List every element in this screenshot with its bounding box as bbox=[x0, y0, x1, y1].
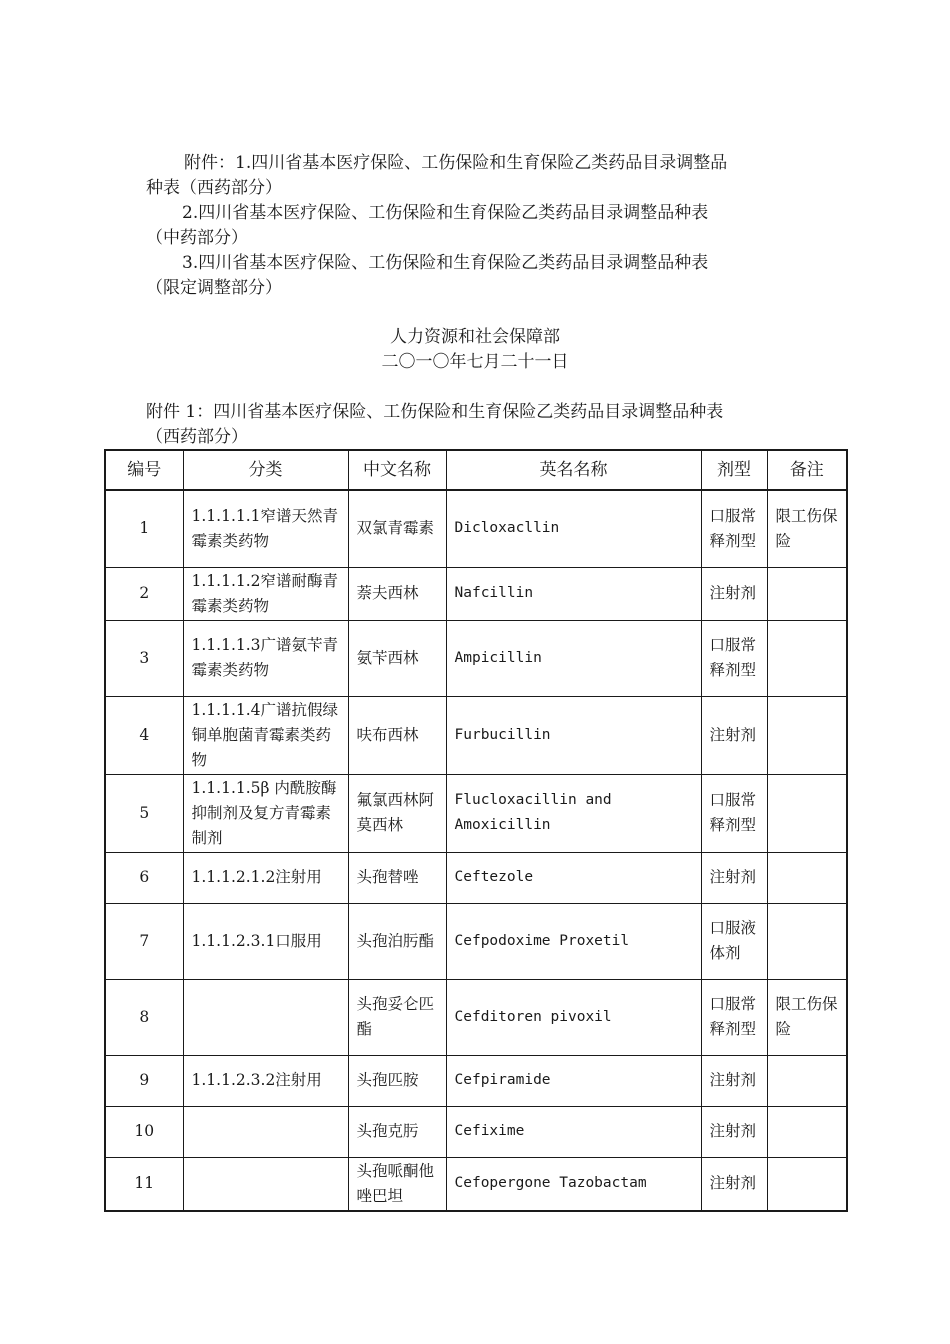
row-number: 11 bbox=[105, 1157, 183, 1211]
table-row bbox=[105, 620, 847, 696]
table-row bbox=[105, 1055, 847, 1106]
row-chinese-name: 双氯青霉素 bbox=[348, 490, 446, 567]
row-english-name: Cefditoren pivoxil bbox=[446, 979, 701, 1055]
table-row bbox=[105, 774, 847, 852]
table-row bbox=[105, 1157, 847, 1211]
row-dosage-form: 注射剂 bbox=[701, 567, 767, 620]
row-category: 1.1.1.2.1.2注射用 bbox=[183, 852, 348, 903]
row-number: 7 bbox=[105, 903, 183, 979]
row-remarks bbox=[767, 774, 847, 852]
row-english-name: Furbucillin bbox=[446, 696, 701, 774]
row-remarks bbox=[767, 1055, 847, 1106]
header-category: 分类 bbox=[183, 450, 348, 490]
attachment-3-line: 3.四川省基本医疗保险、工伤保险和生育保险乙类药品目录调整品种表 bbox=[182, 253, 709, 273]
row-english-name: Ampicillin bbox=[446, 620, 701, 696]
row-category: 1.1.1.2.3.1口服用 bbox=[183, 903, 348, 979]
row-dosage-form: 注射剂 bbox=[701, 696, 767, 774]
row-dosage-form: 口服常释剂型 bbox=[701, 620, 767, 696]
row-dosage-form: 注射剂 bbox=[701, 1157, 767, 1211]
row-number: 5 bbox=[105, 774, 183, 852]
row-number: 6 bbox=[105, 852, 183, 903]
header-number: 编号 bbox=[105, 450, 183, 490]
row-chinese-name: 氟氯西林阿莫西林 bbox=[348, 774, 446, 852]
row-english-name: Dicloxacllin bbox=[446, 490, 701, 567]
row-category: 1.1.1.1.5β 内酰胺酶抑制剂及复方青霉素制剂 bbox=[183, 774, 348, 852]
row-number: 2 bbox=[105, 567, 183, 620]
row-chinese-name: 头孢替唑 bbox=[348, 852, 446, 903]
row-chinese-name: 头孢克肟 bbox=[348, 1106, 446, 1157]
row-number: 9 bbox=[105, 1055, 183, 1106]
header-chinese-name: 中文名称 bbox=[348, 450, 446, 490]
row-remarks bbox=[767, 696, 847, 774]
row-english-name: Cefopergone Tazobactam bbox=[446, 1157, 701, 1211]
row-remarks bbox=[767, 620, 847, 696]
attachment-2-line-cont: （中药部分） bbox=[146, 228, 248, 248]
row-dosage-form: 口服常释剂型 bbox=[701, 979, 767, 1055]
attachment-3-line-cont: （限定调整部分） bbox=[146, 278, 282, 298]
row-dosage-form: 注射剂 bbox=[701, 1106, 767, 1157]
row-category bbox=[183, 1106, 348, 1157]
issuing-organization: 人力资源和社会保障部 bbox=[390, 327, 560, 347]
row-category bbox=[183, 979, 348, 1055]
row-english-name: Cefixime bbox=[446, 1106, 701, 1157]
row-chinese-name: 头孢妥仑匹酯 bbox=[348, 979, 446, 1055]
table-title-line: 附件 1：四川省基本医疗保险、工伤保险和生育保险乙类药品目录调整品种表 bbox=[146, 402, 724, 422]
row-dosage-form: 注射剂 bbox=[701, 852, 767, 903]
row-category: 1.1.1.1.2窄谱耐酶青霉素类药物 bbox=[183, 567, 348, 620]
row-english-name: Nafcillin bbox=[446, 567, 701, 620]
row-remarks bbox=[767, 1157, 847, 1211]
row-number: 4 bbox=[105, 696, 183, 774]
row-category: 1.1.1.2.3.2注射用 bbox=[183, 1055, 348, 1106]
row-english-name: Cefpodoxime Proxetil bbox=[446, 903, 701, 979]
header-dosage-form: 剂型 bbox=[701, 450, 767, 490]
table-row bbox=[105, 979, 847, 1055]
attachment-2-line: 2.四川省基本医疗保险、工伤保险和生育保险乙类药品目录调整品种表 bbox=[182, 203, 709, 223]
row-chinese-name: 萘夫西林 bbox=[348, 567, 446, 620]
row-remarks bbox=[767, 903, 847, 979]
row-dosage-form: 口服常释剂型 bbox=[701, 490, 767, 567]
row-remarks bbox=[767, 852, 847, 903]
row-dosage-form: 口服常释剂型 bbox=[701, 774, 767, 852]
row-english-name: Flucloxacillin and Amoxicillin bbox=[446, 774, 701, 852]
attachment-1-line: 附件：1.四川省基本医疗保险、工伤保险和生育保险乙类药品目录调整品 bbox=[184, 153, 728, 173]
row-category: 1.1.1.1.1窄谱天然青霉素类药物 bbox=[183, 490, 348, 567]
row-remarks: 限工伤保险 bbox=[767, 979, 847, 1055]
row-chinese-name: 头孢匹胺 bbox=[348, 1055, 446, 1106]
table-row bbox=[105, 490, 847, 567]
issue-date: 二〇一〇年七月二十一日 bbox=[381, 352, 569, 372]
table-row bbox=[105, 567, 847, 620]
row-category: 1.1.1.1.3广谱氨苄青霉素类药物 bbox=[183, 620, 348, 696]
row-dosage-form: 口服液体剂 bbox=[701, 903, 767, 979]
row-chinese-name: 头孢泊肟酯 bbox=[348, 903, 446, 979]
row-category: 1.1.1.1.4广谱抗假绿铜单胞菌青霉素类药物 bbox=[183, 696, 348, 774]
header-english-name: 英名名称 bbox=[446, 450, 701, 490]
row-remarks: 限工伤保险 bbox=[767, 490, 847, 567]
header-remarks: 备注 bbox=[767, 450, 847, 490]
row-english-name: Ceftezole bbox=[446, 852, 701, 903]
table-header-row bbox=[105, 450, 847, 490]
table-row bbox=[105, 1106, 847, 1157]
row-category bbox=[183, 1157, 348, 1211]
table-row bbox=[105, 852, 847, 903]
row-remarks bbox=[767, 1106, 847, 1157]
row-remarks bbox=[767, 567, 847, 620]
row-english-name: Cefpiramide bbox=[446, 1055, 701, 1106]
row-chinese-name: 头孢哌酮他唑巴坦 bbox=[348, 1157, 446, 1211]
table-row bbox=[105, 696, 847, 774]
table-row bbox=[105, 903, 847, 979]
row-number: 8 bbox=[105, 979, 183, 1055]
row-number: 10 bbox=[105, 1106, 183, 1157]
table-title-line-cont: （西药部分） bbox=[146, 427, 248, 447]
attachment-1-line-cont: 种表（西药部分） bbox=[146, 178, 282, 198]
row-number: 3 bbox=[105, 620, 183, 696]
row-dosage-form: 注射剂 bbox=[701, 1055, 767, 1106]
row-chinese-name: 氨苄西林 bbox=[348, 620, 446, 696]
row-chinese-name: 呋布西林 bbox=[348, 696, 446, 774]
row-number: 1 bbox=[105, 490, 183, 567]
drug-list-table bbox=[104, 449, 848, 1212]
